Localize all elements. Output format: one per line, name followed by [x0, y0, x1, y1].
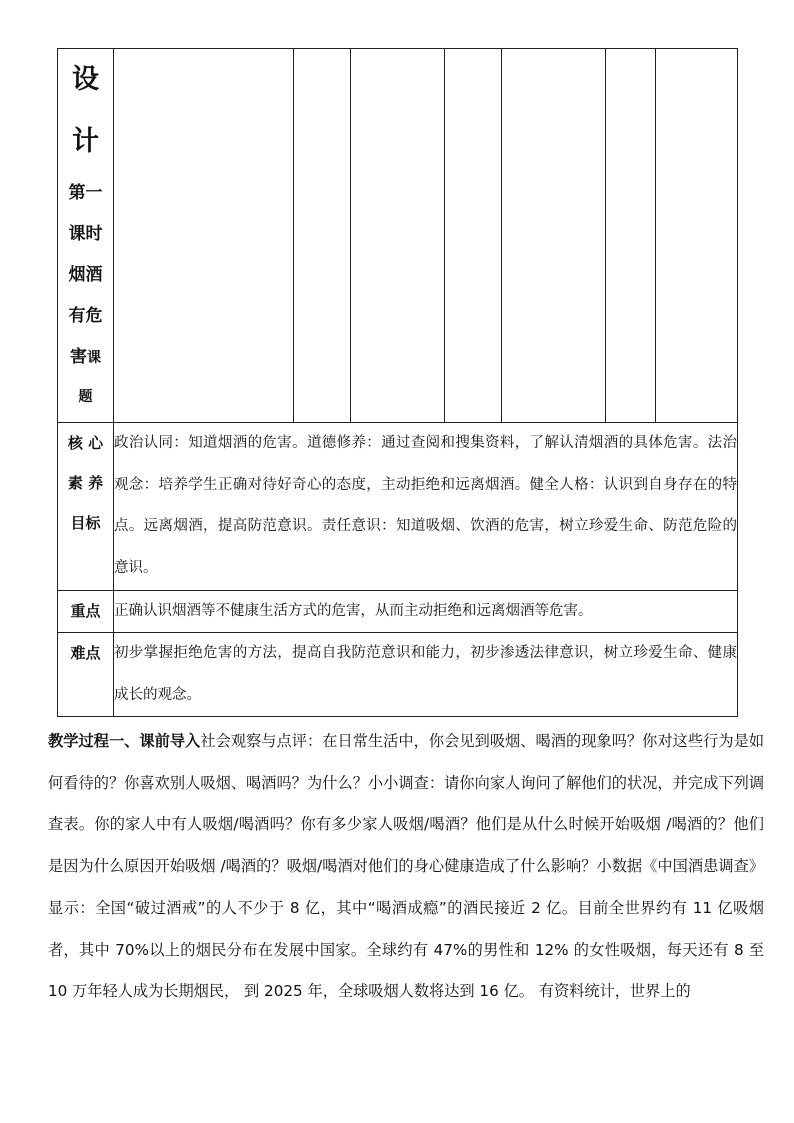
empty-cell	[294, 49, 351, 423]
empty-cell	[656, 49, 738, 423]
empty-cell	[606, 49, 656, 423]
title-line-4: 有危	[68, 306, 103, 326]
title-line-5	[58, 337, 113, 379]
empty-cell	[445, 49, 502, 423]
lesson-plan-table	[57, 48, 738, 717]
core-literacy-text: 政治认同：知道烟酒的危害。道德修养：通过查阅和搜集资料，了解认清烟酒的具体危害。法治观念：培养学生正确对待好奇心的态度，主动拒绝和远离烟酒。健全人格：认识到自身存在的特点。远离烟酒，提高防范意识。责任意识：知道吸烟、饮酒的危害，树立珍爱生命、防范危险的意识。	[114, 423, 738, 591]
title-line-6: 题	[78, 389, 93, 405]
title-line-5-main: 害	[70, 347, 87, 367]
teaching-process-paragraph	[48, 721, 764, 1013]
lesson-title-cell	[58, 49, 114, 423]
teaching-process-heading: 教学过程一、课前导入	[48, 732, 201, 750]
key-point-label: 重点	[58, 591, 114, 633]
empty-cell	[114, 49, 294, 423]
title-line-5-small: 课	[87, 350, 101, 366]
title-line-3: 烟酒	[68, 265, 103, 285]
title-line-2: 课时	[68, 224, 103, 244]
key-point-text: 正确认识烟酒等不健康生活方式的危害，从而主动拒绝和远离烟酒等危害。	[114, 591, 738, 633]
teaching-process-text: 社会观察与点评：在日常生活中，你会见到吸烟、喝酒的现象吗？你对这些行为是如何看待的？你喜欢别人吸烟、喝酒吗？为什么？小小调查：请你向家人询问了解他们的状况，并完成下列调查表。你的家人中有人吸烟/喝酒吗？你有多少家人吸烟/喝酒？他们是从什么时候开始吸烟 /喝酒的？他们是因为什么原因开始吸烟 /喝酒的？吸烟/喝酒对他们的身心健康造成了什么影响？小数据《中国酒患调查》显示：全国“破过酒戒”的人不少于 8 亿，其中“喝酒成瘾”的酒民接近 2 亿。目前全世界约有 11 亿吸烟者，其中 70%以上的烟民分布在发展中国家。全球约有 47%的男性和 12% 的女性吸烟，每天还有 8 至 10 万年轻人成为长期烟民， 到 2025 年，全球吸烟人数将达到 16 亿。 有资料统计，世界上的	[48, 732, 765, 1001]
title-line-1: 第一	[68, 183, 103, 203]
empty-cell	[351, 49, 445, 423]
difficulty-row	[58, 633, 738, 717]
title-char-2: 计	[72, 126, 99, 157]
title-char-1: 设	[72, 64, 99, 95]
core-literacy-row	[58, 423, 738, 591]
key-point-row	[58, 591, 738, 633]
difficulty-text: 初步掌握拒绝危害的方法，提高自我防范意识和能力，初步渗透法律意识，树立珍爱生命、健康成长的观念。	[114, 633, 738, 717]
core-literacy-label: 核 心 素 养 目标	[58, 423, 114, 591]
empty-cell	[502, 49, 606, 423]
title-row	[58, 49, 738, 423]
difficulty-label: 难点	[58, 633, 114, 717]
